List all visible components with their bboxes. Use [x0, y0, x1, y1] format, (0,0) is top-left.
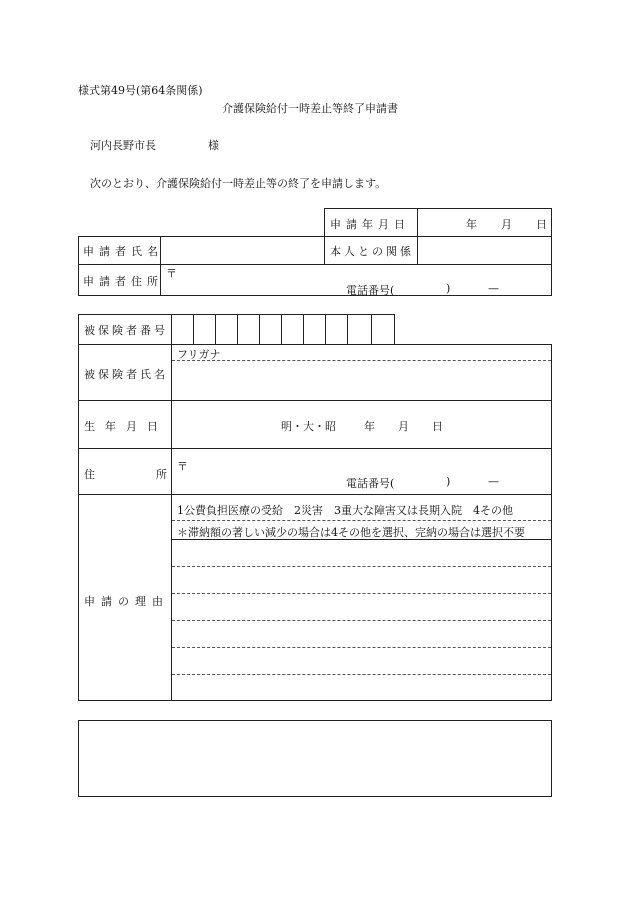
addressee: 河内長野市長: [90, 139, 156, 152]
reason-line: [172, 647, 551, 648]
application-day-unit: 日: [536, 218, 547, 231]
applicant-name-field[interactable]: [161, 237, 323, 263]
insured-phone-close: ): [446, 475, 451, 488]
relation-field[interactable]: [418, 237, 550, 263]
applicant-phone-close: ): [446, 282, 451, 295]
insured-phone-label: 電話番号(: [346, 477, 395, 490]
form-title: 介護保険給付一時差止等終了申請書: [222, 102, 398, 115]
reason-detail-field-2[interactable]: [172, 569, 550, 591]
reason-line: [172, 620, 551, 621]
application-date-label: 申請年月日: [330, 218, 410, 231]
insured-address-label-2: 所: [156, 468, 167, 481]
insured-address-field[interactable]: [190, 451, 548, 469]
birth-day-unit: 日: [432, 420, 443, 433]
applicant-phone-label: 電話番号(: [346, 284, 395, 297]
reason-options: 1公費負担医療の受給 2災害 3重大な障害又は長期入院 4その他: [177, 504, 513, 517]
applicant-address-label: 申請者住所: [83, 275, 163, 288]
reason-detail-field-6[interactable]: [172, 677, 550, 699]
insured-postal-mark: 〒: [177, 460, 188, 473]
reason-detail-field-1[interactable]: [172, 542, 550, 564]
reason-detail-field-5[interactable]: [172, 650, 550, 672]
application-date-field[interactable]: [418, 209, 550, 235]
insured-name-label: 被保険者氏名: [84, 368, 168, 381]
birth-year-unit: 年: [364, 420, 375, 433]
birth-era: 明・大・昭: [281, 420, 336, 433]
insured-furigana-field[interactable]: [232, 345, 548, 359]
insured-name-field[interactable]: [172, 362, 550, 398]
applicant-address-field[interactable]: [178, 265, 548, 279]
office-use-box: [78, 720, 552, 797]
application-month-unit: 月: [501, 218, 512, 231]
insured-address-label-1: 住: [84, 468, 95, 481]
furigana-label: フリガナ: [177, 348, 221, 361]
form-number: 様式第49号(第64条関係): [78, 84, 203, 97]
relation-label: 本人との関係: [330, 245, 414, 258]
reason-line: [172, 566, 551, 567]
reason-detail-field-3[interactable]: [172, 596, 550, 618]
insured-phone-dash: —: [488, 475, 499, 488]
insured-number-field[interactable]: [172, 315, 394, 344]
birth-date-label: 生年月日: [84, 420, 168, 433]
applicant-postal-mark: 〒: [166, 267, 177, 280]
birth-date-field[interactable]: [340, 401, 460, 447]
insured-number-label: 被保険者番号: [84, 324, 168, 337]
application-year-unit: 年: [466, 218, 477, 231]
reason-label: 申請の理由: [84, 595, 169, 608]
applicant-name-label: 申請者氏名: [83, 245, 163, 258]
intro-text: 次のとおり、介護保険給付一時差止等の終了を申請します。: [90, 177, 387, 190]
reason-detail-field-4[interactable]: [172, 623, 550, 645]
birth-month-unit: 月: [398, 420, 409, 433]
reason-line: [172, 674, 551, 675]
applicant-phone-dash: —: [488, 282, 499, 295]
reason-line: [172, 593, 551, 594]
reason-note: ＊滞納額の著しい減少の場合は4その他を選択、完納の場合は選択不要: [177, 526, 525, 539]
honorific: 様: [208, 139, 219, 152]
